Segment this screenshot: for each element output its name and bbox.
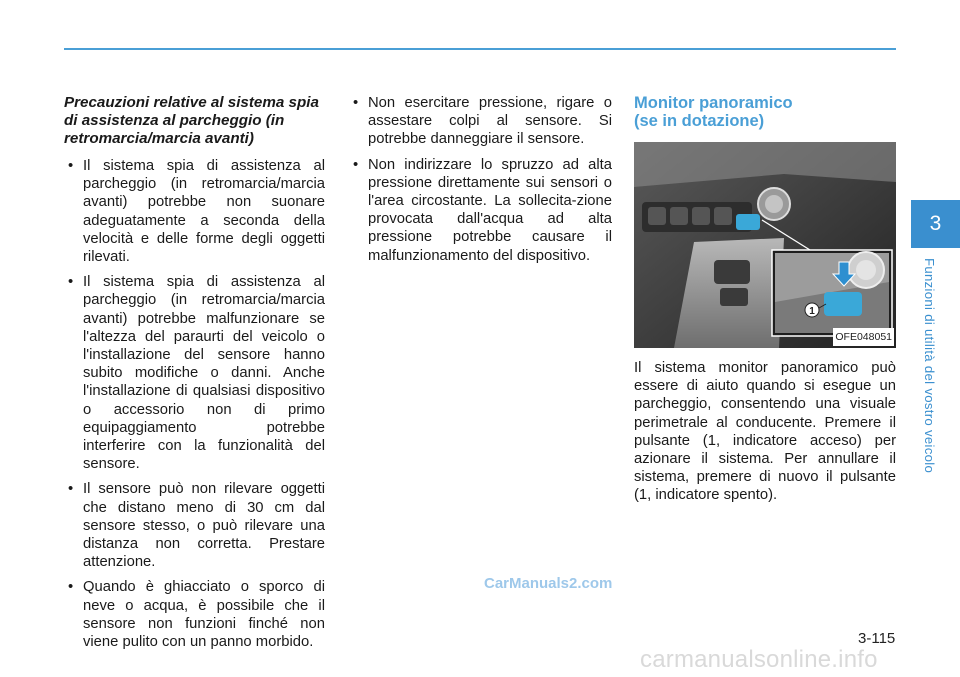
list-item: • Il sensore può non rilevare oggetti che distano meno di 30 cm dal sensore stesso, o può rilevare una distanza non corretta. Prestare attenzione. bbox=[68, 481, 325, 571]
bullet-icon: • bbox=[68, 481, 74, 498]
left-column bbox=[64, 94, 325, 658]
right-column bbox=[634, 94, 896, 505]
figure-code: OFE048051 bbox=[833, 328, 894, 346]
watermark: CarManuals2.com bbox=[484, 575, 613, 592]
console-illustration bbox=[634, 142, 896, 348]
bullet-icon: • bbox=[353, 95, 359, 111]
precautions-subheading: Precauzioni relative al sistema spia di assistenza al parcheggio (in retromarcia/marcia avanti) bbox=[64, 94, 319, 147]
precautions-list bbox=[64, 157, 325, 651]
callout-number: 1 bbox=[809, 306, 815, 317]
middle-column bbox=[349, 94, 612, 272]
list-item: • Il sistema spia di assistenza al parcheggio (in retromarcia/marcia avanti) potrebbe malfunzionare se l'altezza del paraurti del veicolo o l'installazione del sensore hanno subito modifiche o danni. Anche l'installazione di qualsiasi dispositivo o accessorio non di primo equipaggiamento potrebbe interferire con la funzionalità del sensore. bbox=[68, 274, 325, 473]
monitor-description: Il sistema monitor panoramico può essere di aiuto quando si esegue un parcheggio, consentendo una visuale perimetrale al conducente. Premere il pulsante (1, indicatore acceso) per azionare il sistema. Per annullare il sistema, premere di nuovo il pulsante (1, indicatore spento). bbox=[634, 360, 896, 504]
list-item: • Non esercitare pressione, rigare o assestare colpi al sensore. Si potrebbe danneggiare il sensore. bbox=[353, 95, 612, 148]
page-number: 3-115 bbox=[858, 630, 896, 647]
bullet-icon: • bbox=[353, 156, 359, 173]
chapter-tab: 3 bbox=[911, 200, 960, 248]
list-item: • Il sistema spia di assistenza al parcheggio (in retromarcia/marcia avanti) potrebbe non suonare adeguatamente a seconda della velocità e delle forme degli oggetti rilevati. bbox=[68, 158, 325, 266]
bullet-icon: • bbox=[68, 579, 74, 596]
chapter-title: Funzioni di utilità del vostro veicolo bbox=[922, 258, 937, 474]
footer-watermark: carmanualsonline.info bbox=[640, 646, 878, 673]
bullet-icon: • bbox=[68, 158, 74, 174]
warnings-list bbox=[349, 94, 612, 265]
console-figure bbox=[634, 142, 896, 348]
list-item: • Quando è ghiacciato o sporco di neve o acqua, è possibile che il sensore non funzioni finché non viene pulito con un panno morbido. bbox=[68, 579, 325, 651]
section-title-line1: Monitor panoramico bbox=[634, 94, 793, 112]
bullet-icon: • bbox=[68, 274, 74, 291]
section-title bbox=[634, 94, 896, 130]
section-title-line2: (se in dotazione) bbox=[634, 112, 765, 130]
header-rule bbox=[64, 48, 896, 50]
list-item: • Non indirizzare lo spruzzo ad alta pressione direttamente sui sensori o l'area circostante. La sollecita-zione provocata dall'acqua ad alta pressione potrebbe causare il malfunzionamento del dispositivo. bbox=[353, 156, 612, 264]
